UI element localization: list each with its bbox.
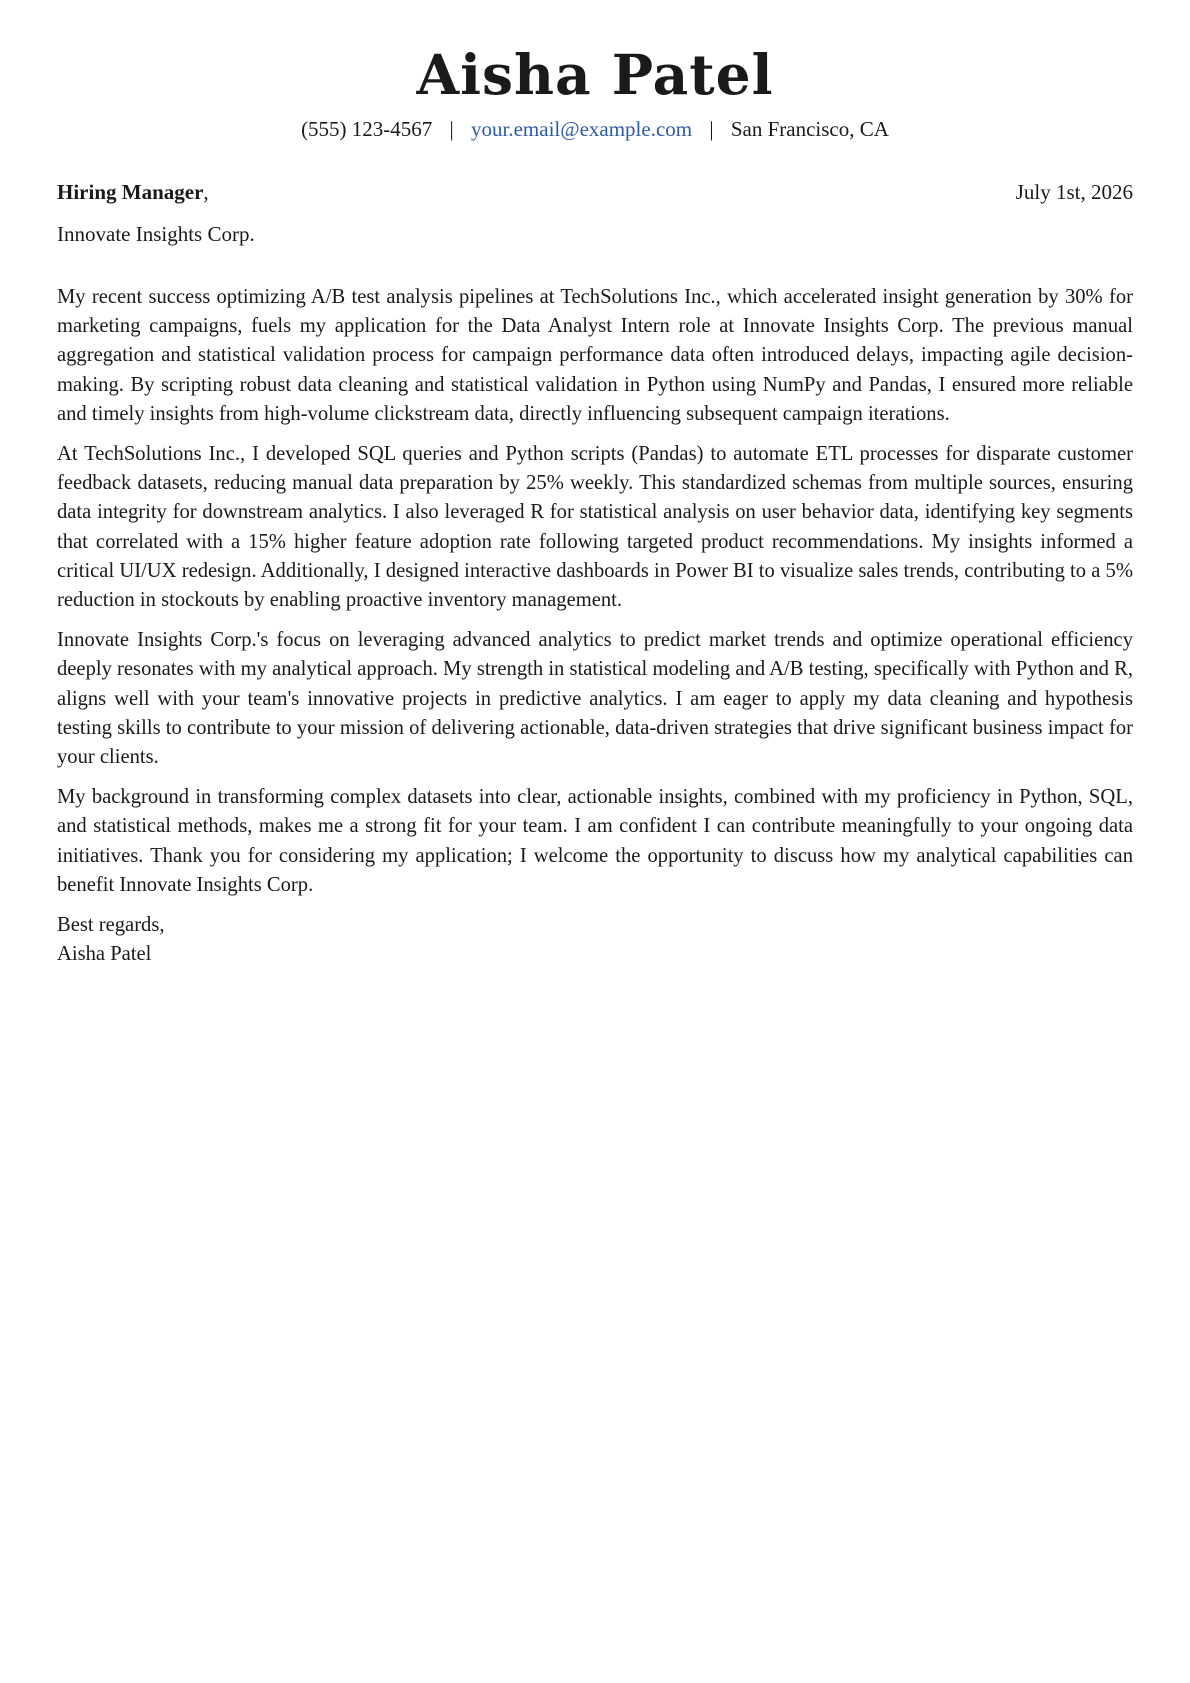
closing-salutation: Best regards, — [57, 914, 165, 937]
recipient-company: Innovate Insights Corp. — [57, 222, 255, 246]
body-paragraph: At TechSolutions Inc., I developed SQL queries and Python scripts (Pandas) to automate ETL processes for disparate customer feedback datasets, reducing manual data preparation by 25% weekly. This standardized schemas from multiple sources, ensuring data integrity for downstream analytics. I also leveraged R for statistical analysis on user behavior data, identifying key segments that correlated with a 15% higher feature adoption rate following targeted product recommendations. My insights informed a critical UI/UX redesign. Additionally, I designed interactive dashboards in Power BI to visualize sales trends, contributing to a 5% reduction in stockouts by enabling proactive inventory management. — [57, 443, 1133, 612]
recipient-comma: , — [203, 180, 209, 204]
body-paragraph: My background in transforming complex datasets into clear, actionable insights, combined with my proficiency in Python, SQL, and statistical methods, makes me a strong fit for your team. I am confident I can contribute meaningfully to your ongoing data initiatives. Thank you for considering my application; I welcome the opportunity to discuss how my analytical capabilities can benefit Innovate Insights Corp. — [57, 786, 1133, 896]
body-paragraph: My recent success optimizing A/B test analysis pipelines at TechSolutions Inc., which accelerated insight generation by 30% for marketing campaigns, fuels my application for the Data Analyst Intern role at Innovate Insights Corp. The previous manual aggregation and statistical validation process for campaign performance data often introduced delays, impacting agile decision-making. By scripting robust data cleaning and statistical validation in Python using NumPy and Pandas, I ensured more reliable and timely insights from high-volume clickstream data, directly influencing subsequent campaign iterations. — [57, 286, 1133, 425]
recipient-name: Hiring Manager — [57, 180, 204, 204]
email-link[interactable]: your.email@example.com — [471, 117, 693, 141]
separator: | — [449, 117, 454, 141]
body-paragraph: Innovate Insights Corp.'s focus on leveraging advanced analytics to predict market trends and optimize operational efficiency deeply resonates with my analytical approach. My strength in statistical modeling and A/B testing, specifically with Python and R, aligns well with your team's innovative projects in predictive analytics. I am eager to apply my data cleaning and hypothesis testing skills to contribute to your mission of delivering actionable, data-driven strategies that drive significant business impact for your clients. — [57, 629, 1133, 769]
recipient-date-row — [57, 178, 1133, 206]
contact-line — [57, 115, 1133, 143]
letter-body — [57, 283, 1133, 969]
signature-name: Aisha Patel — [57, 943, 152, 966]
recipient-greeting — [57, 178, 209, 206]
location: San Francisco, CA — [730, 117, 889, 141]
letter-date: July 1st, 2026 — [1015, 180, 1133, 204]
closing-block — [57, 911, 1133, 969]
applicant-name: Aisha Patel — [416, 42, 774, 107]
separator: | — [709, 117, 714, 141]
phone-number: (555) 123-4567 — [301, 117, 433, 141]
